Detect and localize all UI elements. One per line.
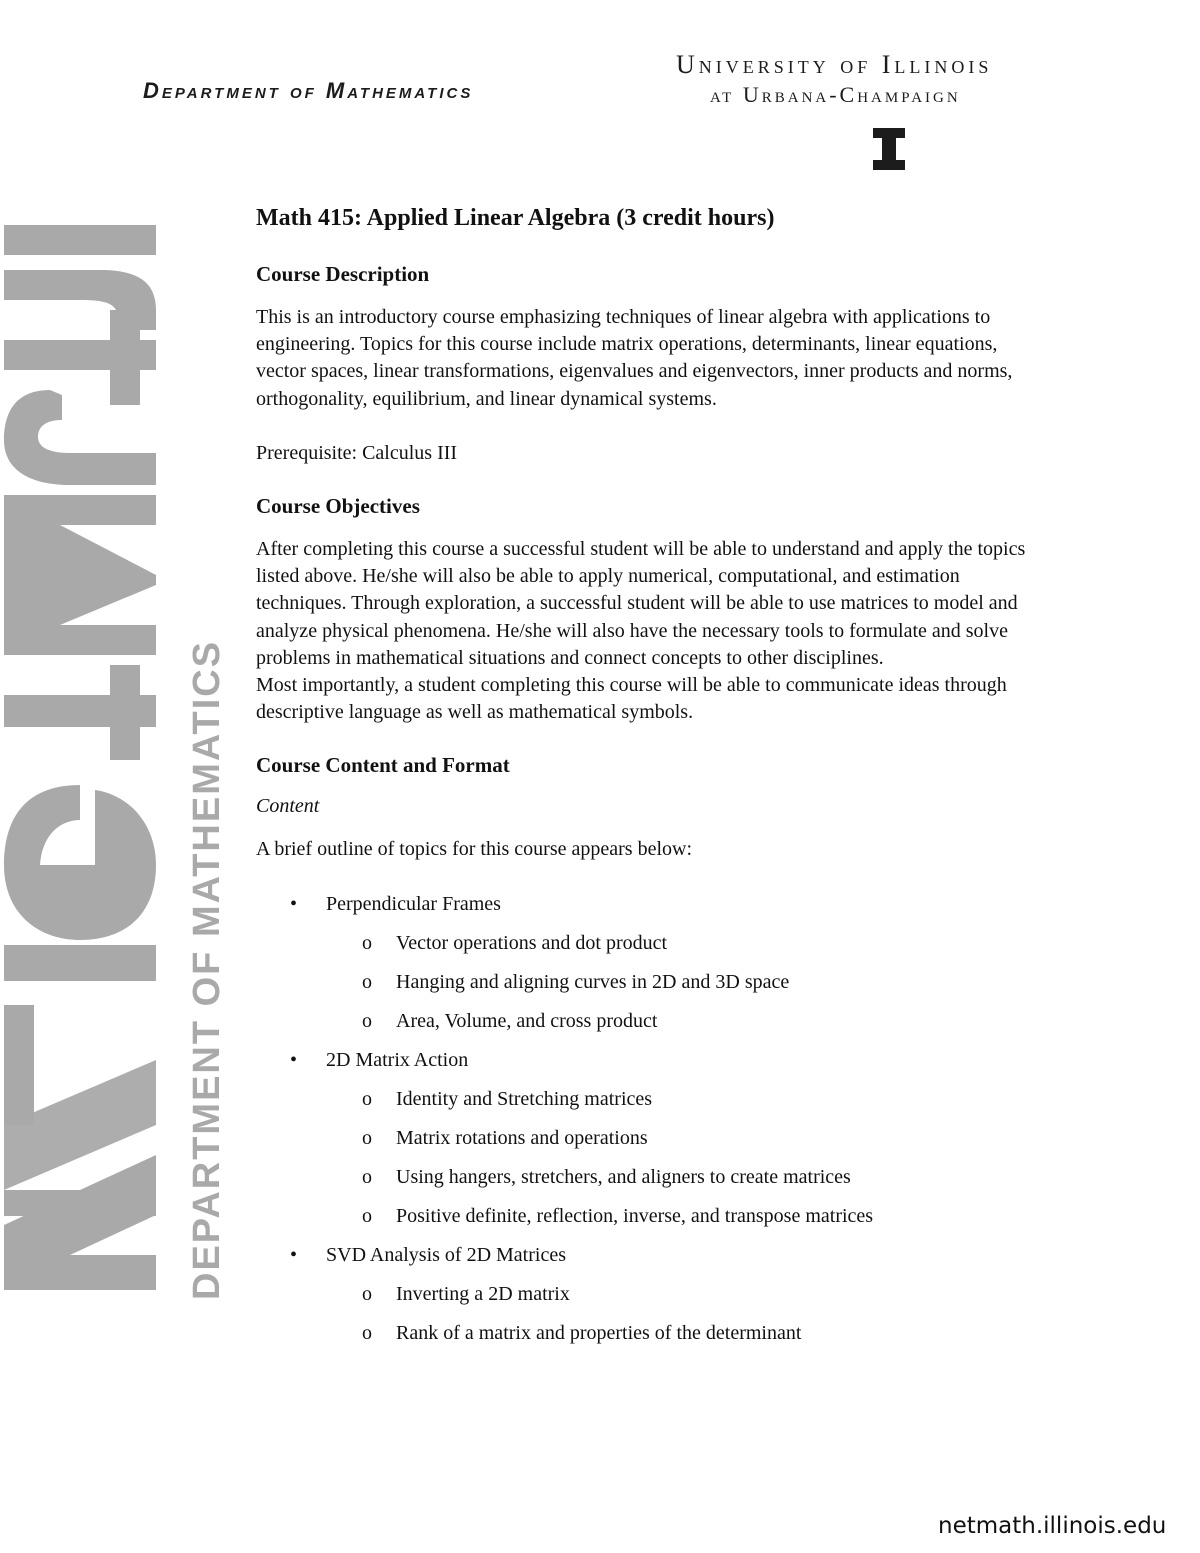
course-title: Math 415: Applied Linear Algebra (3 credit hours) bbox=[256, 205, 775, 231]
description-text: This is an introductory course emphasizing techniques of linear algebra with applications to engineering. Topics for this course include matrix operations, determinants, linear equations, vector spaces, linear transformations, eigenvalues and eigenvectors, inner products and norms, orthogonality, equilibrium, and linear dynamical systems. bbox=[256, 306, 1013, 410]
footer-url[interactable]: netmath.illinois.edu bbox=[938, 1513, 1167, 1539]
topic-list bbox=[256, 891, 1046, 1347]
list-item: o Identity and Stretching matrices bbox=[326, 1086, 1046, 1113]
list-item: o Area, Volume, and cross product bbox=[326, 1008, 1046, 1035]
list-item: o Using hangers, stretchers, and aligners to create matrices bbox=[326, 1164, 1046, 1191]
outline-intro: A brief outline of topics for this course appears below: bbox=[256, 838, 692, 861]
list-item: o Matrix rotations and operations bbox=[326, 1125, 1046, 1152]
topic-label: Perpendicular Frames bbox=[326, 892, 501, 915]
content-subheading: Content bbox=[256, 795, 320, 818]
topic-label: 2D Matrix Action bbox=[326, 1048, 469, 1071]
list-item: o Inverting a 2D matrix bbox=[326, 1281, 1046, 1308]
prerequisite-text: Prerequisite: Calculus III bbox=[256, 441, 458, 464]
content-heading: Course Content and Format bbox=[256, 753, 510, 778]
subtopic-list bbox=[326, 1281, 1046, 1347]
topic-label: SVD Analysis of 2D Matrices bbox=[326, 1243, 566, 1266]
list-item bbox=[256, 891, 1046, 1035]
list-item bbox=[256, 1242, 1046, 1347]
list-item: o Vector operations and dot product bbox=[326, 930, 1046, 957]
objectives-text-2: Most importantly, a student completing this course will be able to communicate ideas through descriptive language as well as mathematical symbols. bbox=[256, 674, 1007, 724]
university-name: University of Illinois bbox=[676, 50, 993, 79]
objectives-heading: Course Objectives bbox=[256, 494, 420, 519]
course-content bbox=[256, 205, 1046, 1359]
department-header: Department of Mathematics bbox=[143, 78, 474, 103]
subtopic-list bbox=[326, 1086, 1046, 1230]
list-item bbox=[256, 1047, 1046, 1230]
description-heading: Course Description bbox=[256, 262, 430, 286]
objectives-text: After completing this course a successful student will be able to understand and apply the topics listed above. He/she will also be able to apply numerical, computational, and estimation techniques. Through exploration, a successful student will be able to use matrices to model and analyze physical phenomena. He/she will also have the necessary tools to formulate and solve problems in mathematical situations and connect concepts to other disciplines. bbox=[256, 538, 1026, 669]
subtopic-list bbox=[326, 930, 1046, 1035]
list-item: o Hanging and aligning curves in 2D and 3D space bbox=[326, 969, 1046, 996]
sidebar-department-text: DEPARTMENT OF MATHEMATICS bbox=[186, 639, 228, 1300]
list-item: o Rank of a matrix and properties of the determinant bbox=[326, 1320, 1046, 1347]
netmath-logo bbox=[0, 225, 170, 1300]
list-item: o Positive definite, reflection, inverse, and transpose matrices bbox=[326, 1203, 1046, 1230]
university-campus: at Urbana-Champaign bbox=[710, 82, 961, 107]
block-i-logo bbox=[873, 128, 905, 170]
